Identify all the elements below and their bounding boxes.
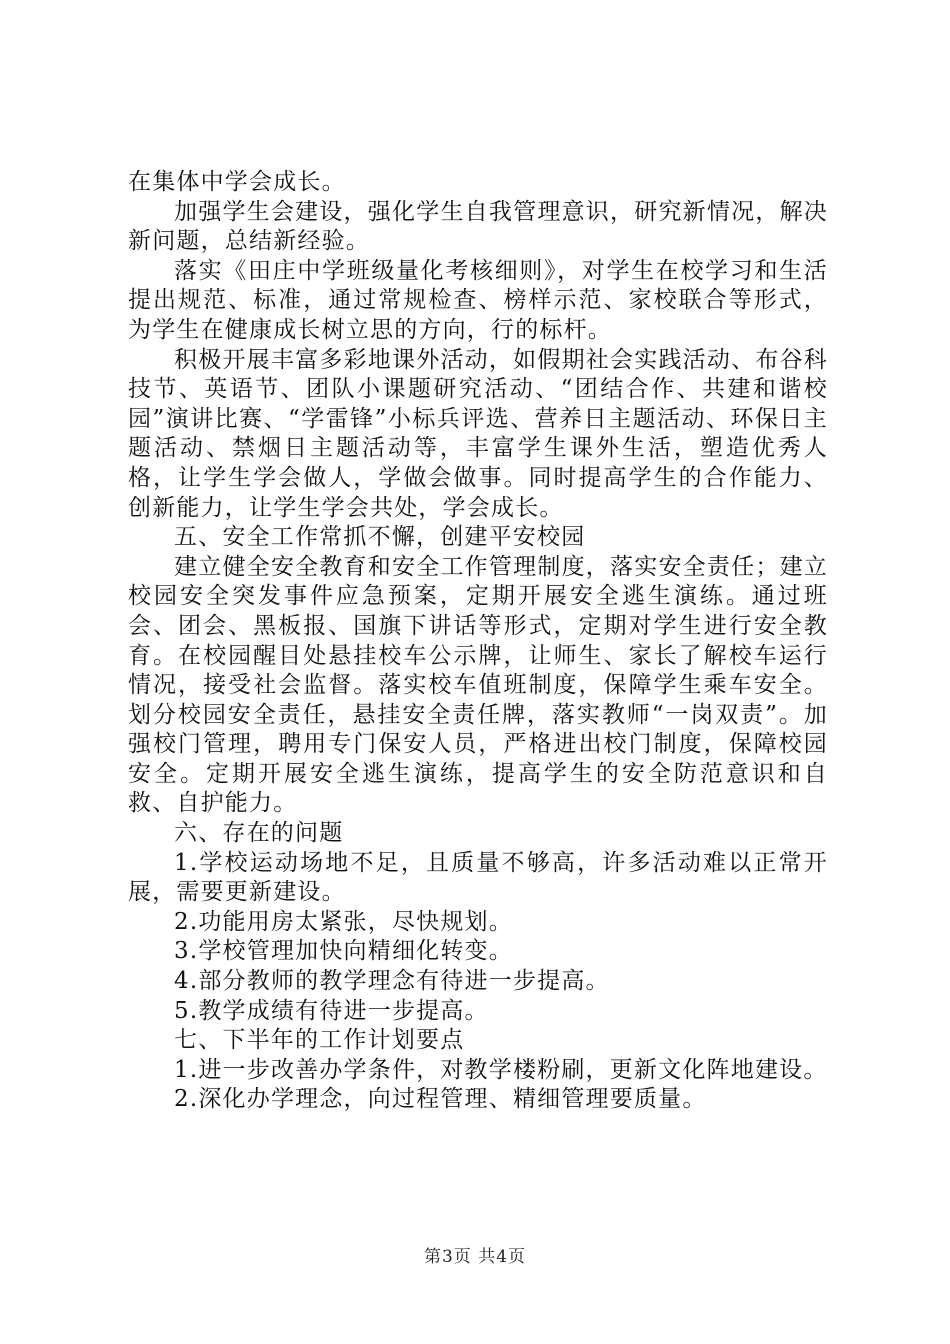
list-item-problem-2: 2.功能用房太紧张，尽快规划。 <box>174 908 513 935</box>
list-item-plan-1: 1.进一步改善办学条件，对教学楼粉刷，更新文化阵地建设。 <box>174 1056 828 1083</box>
section-heading-problems: 六、存在的问题 <box>174 820 344 847</box>
section-heading-safety: 五、安全工作常抓不懈，创建平安校园 <box>174 524 586 551</box>
list-item-problem-3: 3.学校管理加快向精细化转变。 <box>174 938 513 965</box>
list-item-plan-2: 2.深化办学理念，向过程管理、精细管理要质量。 <box>174 1086 707 1113</box>
list-item-problem-5: 5.教学成绩有待进一步提高。 <box>174 997 489 1024</box>
paragraph-continuation: 在集体中学会成长。 <box>128 169 346 195</box>
document-body <box>128 168 828 1115</box>
section-heading-plan: 七、下半年的工作计划要点 <box>174 1027 465 1054</box>
page-number-footer: 第3页 共4页 <box>423 1247 527 1267</box>
list-item-problem-1: 1.学校运动场地不足，且质量不够高，许多活动难以正常开展，需要更新建设。 <box>128 849 828 906</box>
paragraph-safety: 建立健全安全教育和安全工作管理制度，落实安全责任；建立校园安全突发事件应急预案，定期开展安全逃生演练。通过班会、团会、黑板报、国旗下讲话等形式，定期对学生进行安全教育。在校园醒目处悬挂校车公示牌，让师生、家长了解校车运行情况，接受社会监督。落实校车值班制度，保障学生乘车安全。划分校园安全责任，悬挂安全责任牌，落实教师“一岗双责”。加强校门管理，聘用专门保安人员，严格进出校门制度，保障校园安全。定期开展安全逃生演练，提高学生的安全防范意识和自救、自护能力。 <box>128 553 828 817</box>
list-item-problem-4: 4.部分教师的教学理念有待进一步提高。 <box>174 968 610 995</box>
paragraph-student-union: 加强学生会建设，强化学生自我管理意识，研究新情况，解决新问题，总结新经验。 <box>128 198 828 255</box>
paragraph-class-assessment: 落实《田庄中学班级量化考核细则》，对学生在校学习和生活提出规范、标准，通过常规检查、榜样示范、家校联合等形式，为学生在健康成长树立思的方向，行的标杆。 <box>128 257 828 343</box>
paragraph-extracurricular: 积极开展丰富多彩地课外活动，如假期社会实践活动、布谷科技节、英语节、团队小课题研究活动、“团结合作、共建和谐校园”演讲比赛、“学雷锋”小标兵评选、营养日主题活动、环保日主题活动、禁烟日主题活动等，丰富学生课外生活，塑造优秀人格，让学生学会做人，学做会做事。同时提高学生的合作能力、创新能力，让学生学会共处，学会成长。 <box>128 346 828 521</box>
